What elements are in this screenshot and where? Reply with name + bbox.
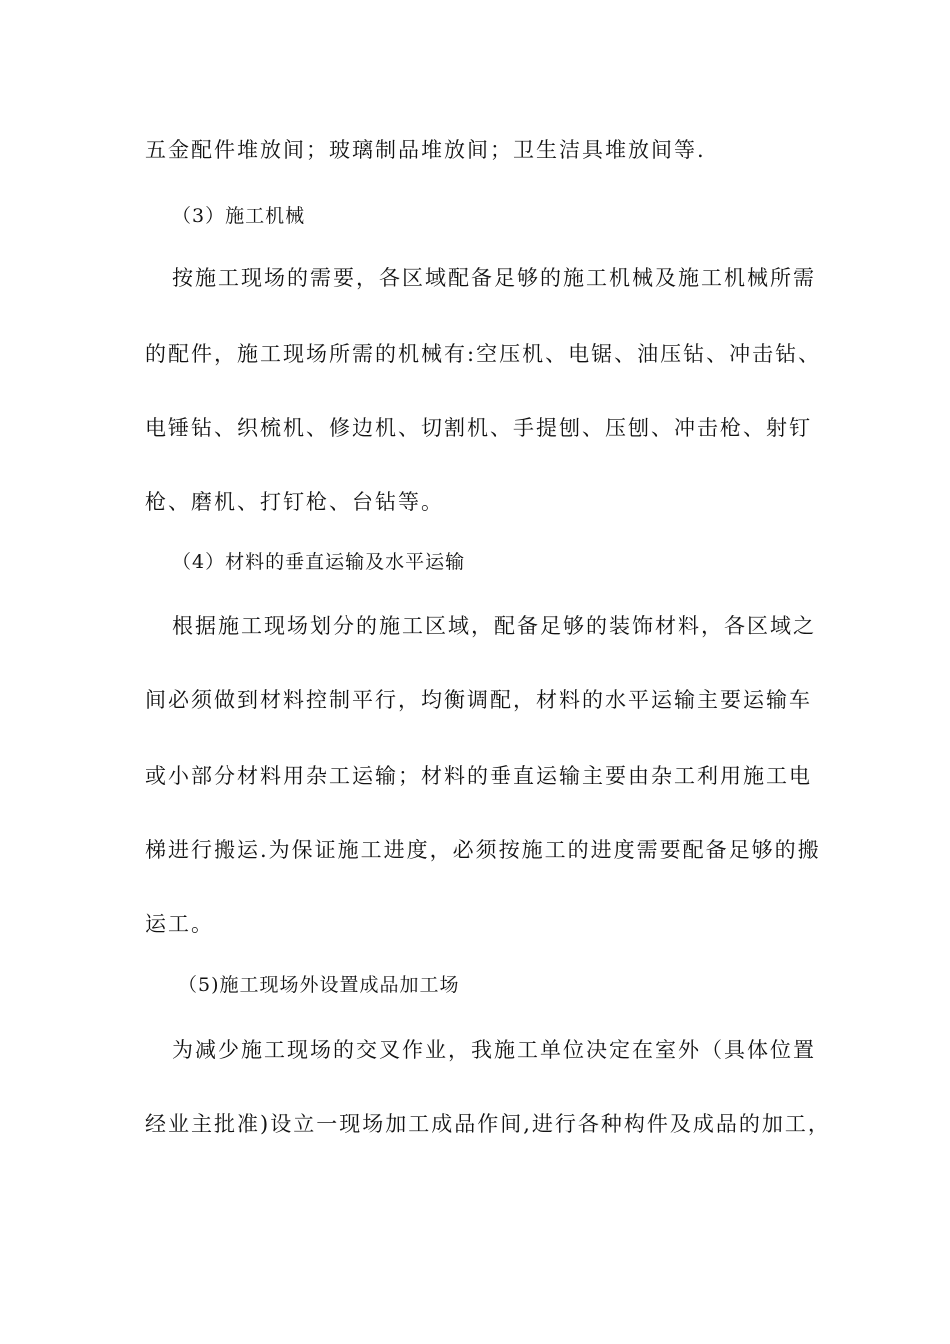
body-line: 运工。 <box>145 912 214 936</box>
section-heading-3: （3）施工机械 <box>172 205 306 227</box>
paragraph-first-line: 根据施工现场划分的施工区域，配备足够的装饰材料，各区域之 <box>172 614 816 638</box>
body-line: 的配件，施工现场所需的机械有:空压机、电锯、油压钻、冲击钻、 <box>145 342 822 366</box>
body-line: 梯进行搬运.为保证施工进度，必须按施工的进度需要配备足够的搬 <box>145 838 821 862</box>
body-line: 间必须做到材料控制平行，均衡调配，材料的水平运输主要运输车 <box>145 688 812 712</box>
section-heading-5: （5)施工现场外设置成品加工场 <box>178 974 460 996</box>
body-line: 电锤钻、织梳机、修边机、切割机、手提刨、压刨、冲击枪、射钉 <box>145 416 812 440</box>
body-line: 经业主批准)设立一现场加工成品作间,进行各种构件及成品的加工， <box>145 1112 831 1136</box>
body-line: 枪、磨机、打钉枪、台钻等。 <box>145 490 444 514</box>
paragraph-first-line: 为减少施工现场的交叉作业，我施工单位决定在室外（具体位置 <box>172 1038 816 1062</box>
paragraph-first-line: 按施工现场的需要，各区域配备足够的施工机械及施工机械所需 <box>172 266 816 290</box>
body-line: 五金配件堆放间；玻璃制品堆放间；卫生洁具堆放间等. <box>145 138 706 162</box>
body-line: 或小部分材料用杂工运输；材料的垂直运输主要由杂工利用施工电 <box>145 764 812 788</box>
section-heading-4: （4）材料的垂直运输及水平运输 <box>172 551 466 573</box>
